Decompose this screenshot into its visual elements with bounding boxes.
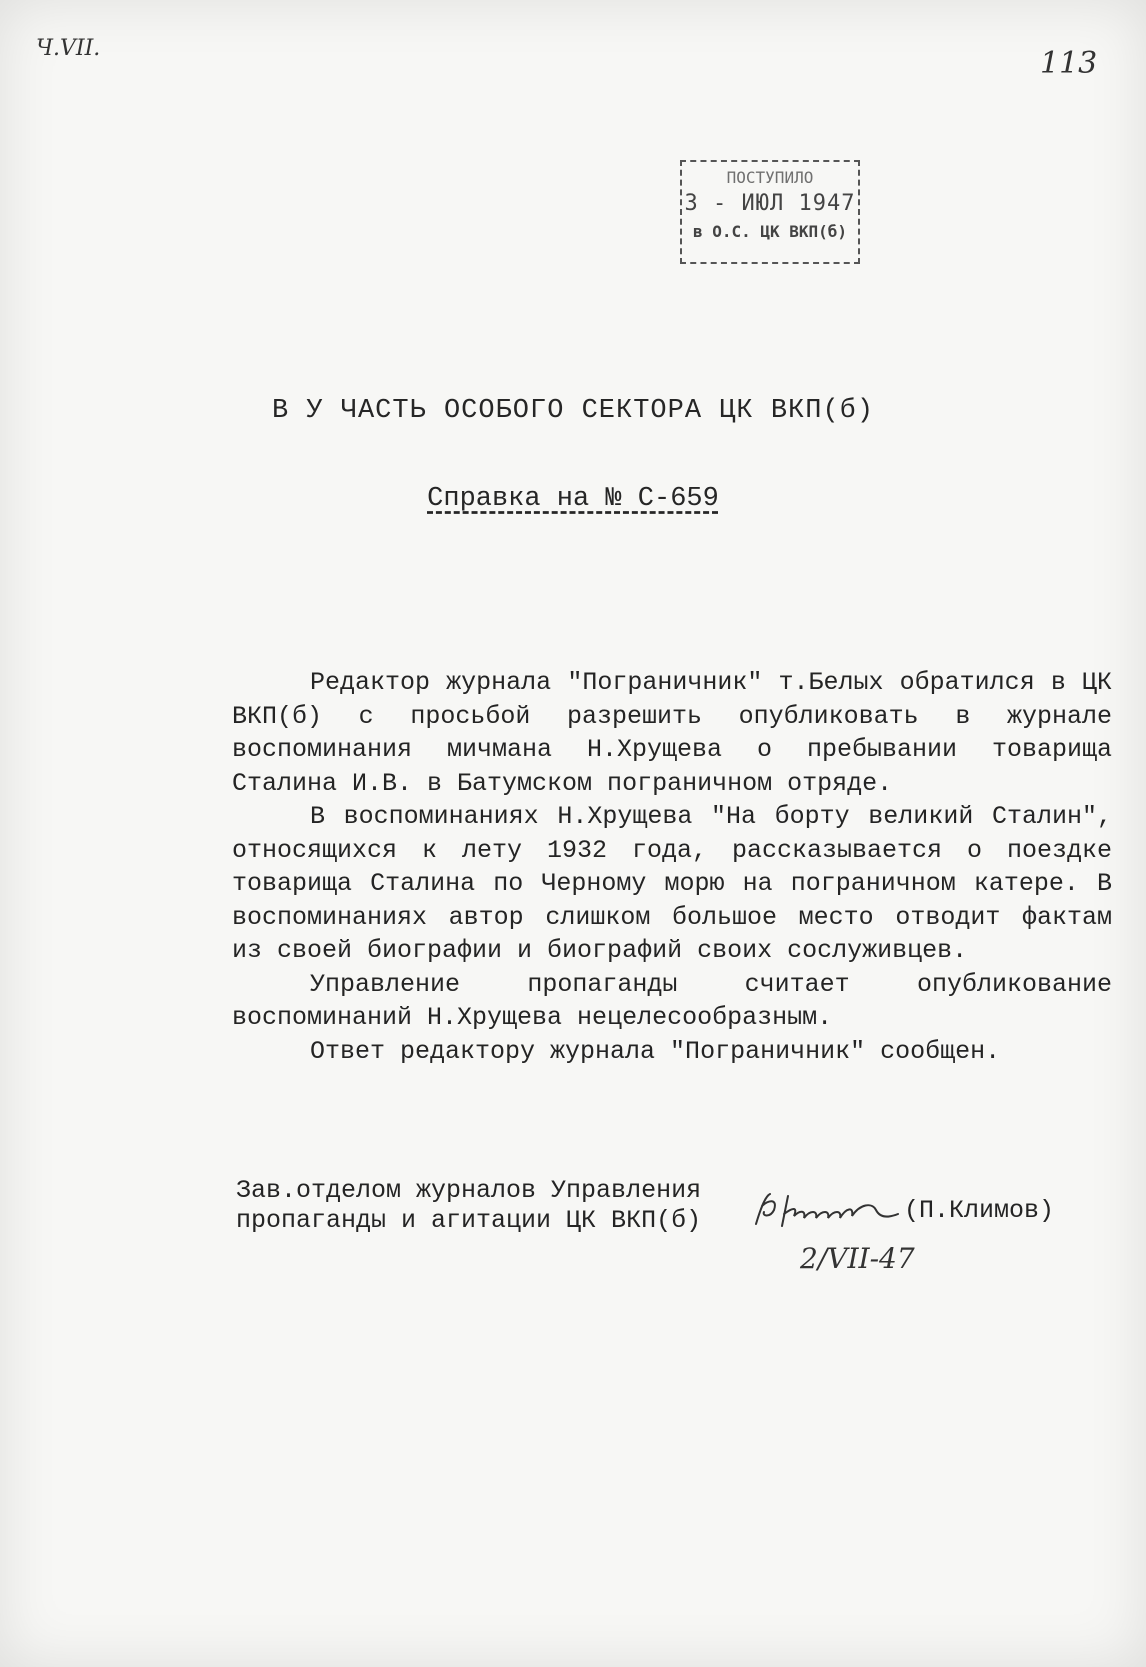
stamp-line-1: ПОСТУПИЛО (726, 168, 814, 187)
document-heading: В У ЧАСТЬ ОСОБОГО СЕКТОРА ЦК ВКП(б) (271, 396, 875, 426)
paragraph: Управление пропаганды считает опубликование воспоминаний Н.Хрущева нецелесообразным. (232, 969, 1112, 1032)
document-body (232, 666, 1112, 1068)
stamp-line-3: в О.С. ЦК ВКП(б) (692, 222, 848, 241)
paragraph: В воспоминаниях Н.Хрущева "На борту великий Сталин", относящихся к лету 1932 года, рассказывается о поездке товарища Сталина по Черному морю на пограничном катере. В воспоминаниях автор слишком большое место отводит фактам из своей биографии и биографий своих сослуживцев. (232, 802, 1112, 965)
signatory-name: (П.Климов) (904, 1196, 1055, 1225)
paragraph: Редактор журнала "Пограничник" т.Белых обратился в ЦК ВКП(б) с просьбой разрешить опубликовать в журнале воспоминания мичмана Н.Хрущева о пребывании товарища Сталина И.В. в Батумском пограничном отряде. (232, 668, 1112, 798)
reference-text: Справка на № С-659 (427, 484, 719, 514)
signatory-title (236, 1176, 701, 1236)
stamp-date: 3 - ИЮЛ 1947 (684, 191, 856, 216)
received-stamp (680, 160, 860, 264)
handwritten-date: 2/VII-47 (800, 1242, 915, 1275)
signatory-line-2: пропаганды и агитации ЦК ВКП(б) (236, 1206, 702, 1235)
archive-note: Ч.VII. (36, 36, 101, 61)
paragraph: Ответ редактору журнала "Пограничник" сообщен. (310, 1036, 1001, 1066)
reference-line (0, 484, 1146, 514)
signatory-line-1: Зав.отделом журналов Управления (236, 1176, 702, 1205)
page-number: 113 (1040, 46, 1098, 81)
handwritten-signature (748, 1186, 908, 1236)
